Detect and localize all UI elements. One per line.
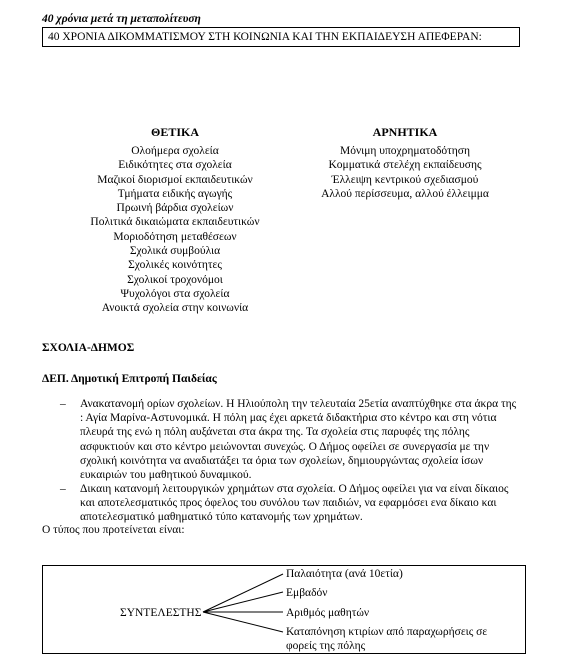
negatives-title: ΑΡΝΗΤΙΚΑ xyxy=(372,125,438,139)
positive-item: Ψυχολόγοι στα σχολεία xyxy=(120,287,230,300)
positive-item: Ολοήμερα σχολεία xyxy=(131,145,219,157)
factor-item: Αριθμός μαθητών xyxy=(286,607,370,619)
positive-item: Τμήματα ειδικής αγωγής xyxy=(117,187,233,200)
positives-title: ΘΕΤΙΚΑ xyxy=(150,125,199,139)
positive-item: Ειδικότητες στα σχολεία xyxy=(118,159,232,172)
positive-item: Μοριοδότηση μεταθέσεων xyxy=(113,230,237,243)
boxed-statement: 40 ΧΡΟΝΙΑ ΔΙΚΟΜΜΑΤΙΣΜΟΥ ΣΤΗ ΚΟΙΝΩΝΙΑ ΚΑΙ ΤΗΝ ΕΚΠΑΙΔΕΥΣΗ ΑΠΕΦΕΡΑΝ: xyxy=(42,27,520,47)
factor-item: Παλαιότητα (ανά 10ετία) xyxy=(286,568,403,580)
positive-item: Πρωινή βάρδια σχολείων xyxy=(116,202,234,215)
positive-item: Ανοικτά σχολεία στην κοινωνία xyxy=(101,302,249,315)
connector-line xyxy=(203,574,283,612)
connector-line xyxy=(203,592,283,612)
factor-item: Καταπόνηση κτιρίων από παραχωρήσεις σε φορείς της πόλης xyxy=(286,626,488,652)
section-title: ΣΧΟΛΙΑ-ΔΗΜΟΣ xyxy=(42,342,135,354)
formula-intro: Ο τύπος που προτείνεται είναι: xyxy=(42,524,185,536)
negative-item: Έλλειψη κεντρικού σχεδιασμού xyxy=(331,173,479,186)
negative-item: Αλλού περίσσευμα, αλλού έλλειμμα xyxy=(321,187,489,200)
positive-item: Μαζικοί διορισμοί εκπαιδευτικών xyxy=(97,173,253,186)
coefficient-label: ΣΥΝΤΕΛΕΣΤΗΣ xyxy=(120,607,202,619)
negative-item: Μόνιμη υποχρηματοδότηση xyxy=(339,145,470,157)
bullet-marker: – xyxy=(60,483,66,495)
positive-item: Σχολικοί τροχονόμοι xyxy=(127,273,223,286)
document-heading: 40 χρόνια μετά τη μεταπολίτευση xyxy=(42,13,201,25)
bullet-text: Δικαιη κατανομή λειτουργικών χρημάτων στα σχολεία. Ο Δήμος οφείλει για να είναι δίκαιος και αποτελεσματικός προς όφελος του συνόλου των παιδιών, να εφαρμόσει ενα δίκαιο και αποτελεσματικό μαθηματικό τύπο κατανομής των χρημάτων. xyxy=(80,483,509,524)
connector-line xyxy=(203,612,283,632)
bullet-marker: – xyxy=(60,398,66,410)
bullet-text: Ανακατανομή ορίων σχολείων. Η Ηλιούπολη την τελευταία 25ετία αναπτύχθηκε στα άκρα της : Αγία Μαρίνα-Αστυνομικά. Η πόλη μας έχει αρκετά διδακτήρια στο κέντρο και στη νότια πλευρά της ενώ η πόλη αυξάνεται στα άκρα της. Τα σχολεία στις παρυφές της πόλης ασφυκτιούν και στο κέντρο μειώνονται συνεχώς. Ο Δήμος οφείλει σε συνεργασία με την σχολική κοινότητα να αναδιατάξει τα όρια των σχολείων, δημιουργώντας σχολεία ίσων ευκαιριών του μαθητικού δυναμικού. xyxy=(80,398,517,482)
positive-item: Πολιτικά δικαιώματα εκπαιδευτικών xyxy=(90,216,260,229)
subsection-title: ΔΕΠ. Δημοτική Επιτροπή Παιδείας xyxy=(42,373,217,385)
positive-item: Σχολικές κοινότητες xyxy=(128,259,222,272)
negative-item: Κομματικά στελέχη εκπαίδευσης xyxy=(328,159,482,172)
positive-item: Σχολικά συμβούλια xyxy=(129,245,221,258)
factor-item: Εμβαδόν xyxy=(286,587,328,599)
